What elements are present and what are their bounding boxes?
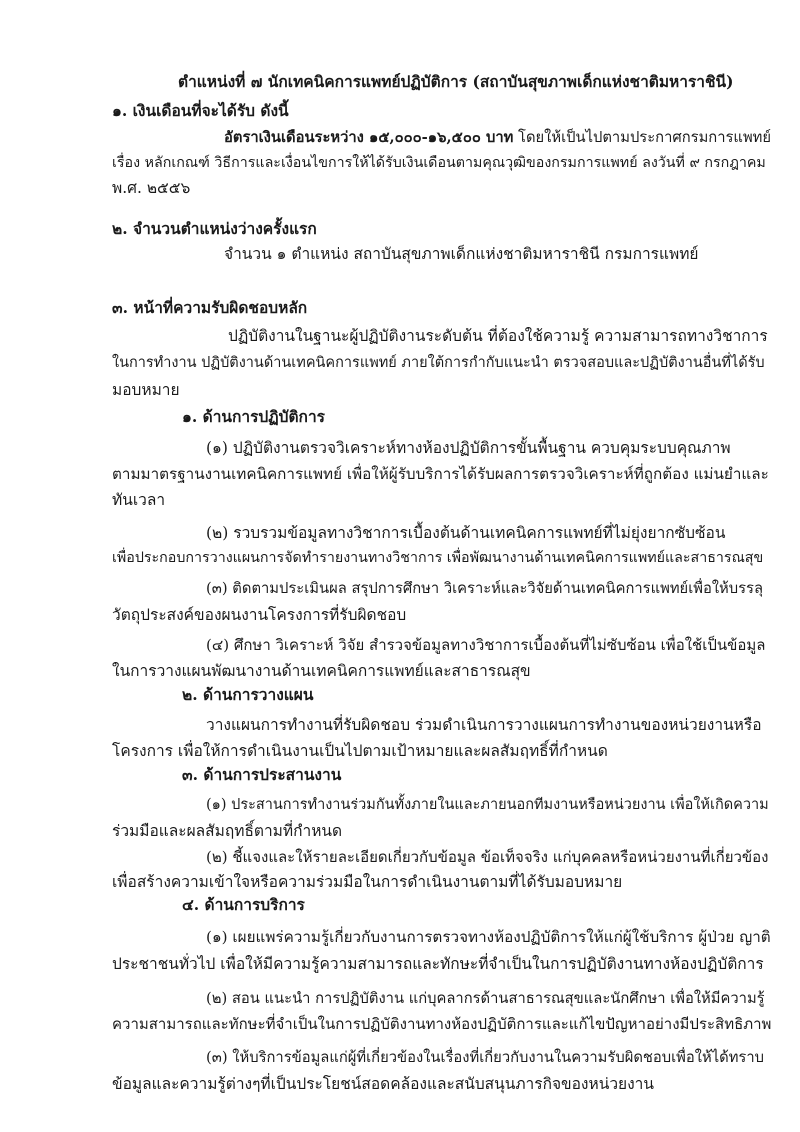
section-1-line-3: พ.ศ. ๒๕๕๖ <box>112 179 191 197</box>
section-2-heading: ๒. จำนวนตำแหน่งว่างครั้งแรก <box>112 219 317 238</box>
salary-range: อัตราเงินเดือนระหว่าง ๑๕,๐๐๐-๑๖,๕๐๐ บาท <box>224 129 514 146</box>
document-title: ตำแหน่งที่ ๗ นักเทคนิคการแพทย์ปฏิบัติการ (สถาบันสุขภาพเด็กแห่งชาติมหาราชินี) <box>178 72 734 91</box>
sub-1-item-2-b: เพื่อประกอบการวางแผนการจัดทำรายงานทางวิชาการ เพื่อพัฒนางานด้านเทคนิคการแพทย์และสาธารณสุข <box>112 550 764 566</box>
sub-4-item-2-b: ความสามารถและทักษะที่จำเป็นในการปฏิบัติงานทางห้องปฏิบัติการและแก้ไขปัญหาอย่างมีประสิทธิภาพ <box>112 1015 772 1033</box>
section-3-intro-1: ปฏิบัติงานในฐานะผู้ปฏิบัติงานระดับต้น ที่ต้องใช้ความรู้ ความสามารถทางวิชาการ <box>228 327 768 345</box>
sub-4-heading: ๔. ด้านการบริการ <box>182 895 305 914</box>
sub-1-item-4-b: ในการวางแผนพัฒนางานด้านเทคนิคการแพทย์และสาธารณสุข <box>112 662 531 680</box>
sub-3-item-2-a: (๒) ชี้แจงและให้รายละเอียดเกี่ยวกับข้อมูล ข้อเท็จจริง แก่บุคคลหรือหน่วยงานที่เกี่ยวข้อง <box>206 848 769 866</box>
section-3-intro-2: ในการทำงาน ปฏิบัติงานด้านเทคนิคการแพทย์ ภายใต้การกำกับแนะนำ ตรวจสอบและปฏิบัติงานอื่นที่ได้รับ <box>112 355 765 371</box>
sub-1-item-4-a: (๔) ศึกษา วิเคราะห์ วิจัย สำรวจข้อมูลทางวิชาการเบื้องต้นที่ไม่ซับซ้อน เพื่อใช้เป็นข้อมูล <box>206 636 766 654</box>
sub-2-line-b: โครงการ เพื่อให้การดำเนินงานเป็นไปตามเป้าหมายและผลสัมฤทธิ์ที่กำหนด <box>112 742 608 760</box>
sub-4-item-2-a: (๒) สอน แนะนำ การปฏิบัติงาน แก่บุคลากรด้านสาธารณสุขและนักศึกษา เพื่อให้มีความรู้ <box>206 990 765 1007</box>
sub-3-item-2-b: เพื่อสร้างความเข้าใจหรือความร่วมมือในการดำเนินงานตามที่ได้รับมอบหมาย <box>112 873 623 891</box>
section-3-heading: ๓. หน้าที่ความรับผิดชอบหลัก <box>112 298 308 317</box>
section-1-line-1 <box>224 127 771 149</box>
section-1-line-2: เรื่อง หลักเกณฑ์ วิธีการและเงื่อนไขการให้ได้รับเงินเดือนตามคุณวุฒิของกรมการแพทย์ ลงวันที่ ๙ กรกฎาคม <box>112 155 766 171</box>
sub-4-item-3-a: (๓) ให้บริการข้อมูลแก่ผู้ที่เกี่ยวข้องในเรื่องที่เกี่ยวกับงานในความรับผิดชอบเพื่อให้ได้ทราบ <box>206 1049 764 1066</box>
sub-1-heading: ๑. ด้านการปฏิบัติการ <box>182 407 325 426</box>
sub-4-item-1-a: (๑) เผยแพร่ความรู้เกี่ยวกับงานการตรวจทางห้องปฏิบัติการให้แก่ผู้ใช้บริการ ผู้ป่วย ญาติ <box>206 928 771 946</box>
sub-1-item-3-b: วัตถุประสงค์ของผนงานโครงการที่รับผิดชอบ <box>112 606 407 624</box>
sub-1-item-1-b: ตามมาตรฐานงานเทคนิคการแพทย์ เพื่อให้ผู้รับบริการได้รับผลการตรวจวิเคราะห์ที่ถูกต้อง แม่นยำและ <box>112 465 769 483</box>
section-1-heading: ๑. เงินเดือนที่จะได้รับ ดังนี้ <box>112 101 289 120</box>
sub-1-item-1-a: (๑) ปฏิบัติงานตรวจวิเคราะห์ทางห้องปฏิบัติการขั้นพื้นฐาน ควบคุมระบบคุณภาพ <box>206 439 731 457</box>
sub-4-item-1-b: ประชาชนทั่วไป เพื่อให้มีความรู้ความสามารถและทักษะที่จำเป็นในการปฏิบัติงานทางห้องปฏิบัติการ <box>112 955 764 973</box>
section-3-intro-3: มอบหมาย <box>112 381 180 399</box>
sub-3-item-1-b: ร่วมมือและผลสัมฤทธิ์ตามที่กำหนด <box>112 822 343 840</box>
sub-1-item-3-a: (๓) ติดตามประเมินผล สรุปการศึกษา วิเคราะห์และวิจัยด้านเทคนิคการแพทย์เพื่อให้บรรลุ <box>206 580 763 597</box>
salary-reference: โดยให้เป็นไปตามประกาศกรมการแพทย์ <box>513 129 772 146</box>
sub-4-item-3-b: ข้อมูลและความรู้ต่างๆที่เป็นประโยชน์สอดคล้องและสนับสนุนภารกิจของหน่วยงาน <box>112 1075 654 1093</box>
sub-3-heading: ๓. ด้านการประสานงาน <box>182 765 342 784</box>
sub-1-item-1-c: ทันเวลา <box>112 491 166 509</box>
sub-2-heading: ๒. ด้านการวางแผน <box>182 685 314 704</box>
sub-2-line-a: วางแผนการทำงานที่รับผิดชอบ ร่วมดำเนินการวางแผนการทำงานของหน่วยงานหรือ <box>206 716 762 734</box>
sub-3-item-1-a: (๑) ประสานการทำงานร่วมกันทั้งภายในและภายนอกทีมงานหรือหน่วยงาน เพื่อให้เกิดความ <box>206 797 769 813</box>
section-2-line-1: จำนวน ๑ ตำแหน่ง สถาบันสุขภาพเด็กแห่งชาติมหาราชินี กรมการแพทย์ <box>224 245 699 263</box>
sub-1-item-2-a: (๒) รวบรวมข้อมูลทางวิชาการเบื้องต้นด้านเทคนิคการแพทย์ที่ไม่ยุ่งยากซับซ้อน <box>206 524 726 542</box>
